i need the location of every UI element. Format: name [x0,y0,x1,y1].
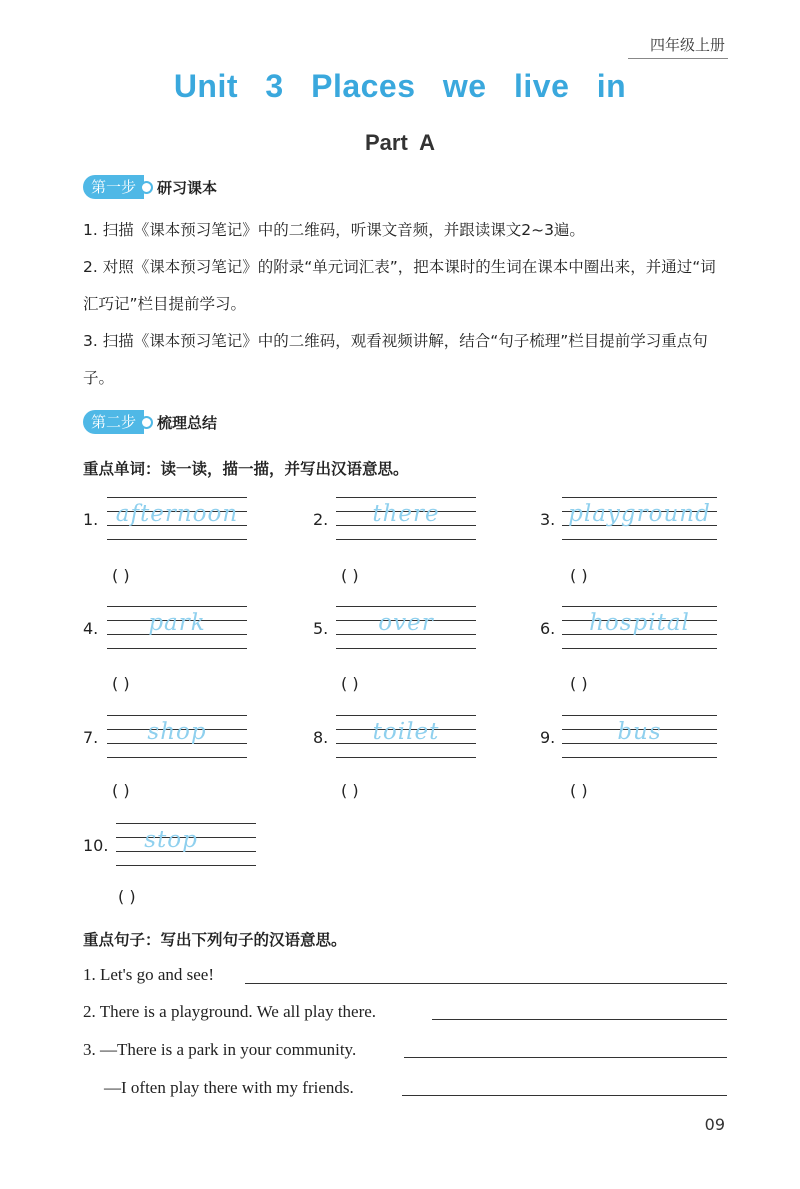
vocab-num: 5. [313,619,329,638]
vocab-trace-word: stop [144,827,198,853]
vocab-trace-word: over [378,610,434,636]
step1-item-3: 3. 扫描《课本预习笔记》中的二维码，观看视频讲解，结合“句子梳理”栏目提前学习重点句子。 [83,332,708,387]
vocab-num: 3. [540,510,556,529]
vocab-num: 9. [540,728,556,747]
vocab-trace-word: there [372,501,440,527]
vocab-answer-paren[interactable]: ( ) [112,674,130,693]
vocab-num: 7. [83,728,99,747]
page-number: 09 [704,1115,725,1134]
vocab-trace-word: afternoon [115,501,239,527]
vocab-answer-paren[interactable]: ( ) [570,674,588,693]
step1-dot-icon [140,181,153,194]
vocab-trace-word: hospital [589,610,690,636]
vocab-answer-paren[interactable]: ( ) [570,566,588,585]
sentence-3-reply: —I often play there with my friends. [104,1078,354,1097]
step2-header [83,410,217,434]
sentence-3-answer-line[interactable] [404,1057,727,1058]
vocab-answer-paren[interactable]: ( ) [341,674,359,693]
step2-badge: 第二步 [83,410,144,434]
vocab-num: 8. [313,728,329,747]
vocab-answer-paren[interactable]: ( ) [341,781,359,800]
step2-dot-icon [140,416,153,429]
step1-item-1: 1. 扫描《课本预习笔记》中的二维码，听课文音频，并跟读课文2~3遍。 [83,221,585,239]
vocab-num: 4. [83,619,99,638]
sentence-1-answer-line[interactable] [245,983,727,984]
step1-badge: 第一步 [83,175,144,199]
unit-title: Unit 3 Places we live in [173,68,627,104]
grade-label: 四年级上册 [649,36,725,54]
step1-label: 研习课本 [157,178,218,197]
sentence-1: 1. Let's go and see! [83,965,214,984]
sentence-2-answer-line[interactable] [432,1019,727,1020]
vocab-answer-paren[interactable]: ( ) [118,887,136,906]
step1-item-2: 2. 对照《课本预习笔记》的附录“单元词汇表”，把本课时的生词在课本中圈出来，并通过“词汇巧记”栏目提前学习。 [83,258,716,313]
vocab-trace-word: park [148,610,206,636]
vocab-num: 6. [540,619,556,638]
vocab-trace-word: bus [617,719,662,745]
vocab-trace-word: shop [147,719,207,745]
vocab-trace-word: toilet [372,719,440,745]
sentence-heading: 重点句子：写出下列句子的汉语意思。 [83,931,347,949]
vocab-heading: 重点单词：读一读，描一描，并写出汉语意思。 [83,460,409,478]
vocab-answer-paren[interactable]: ( ) [112,566,130,585]
sentence-3: 3. —There is a park in your community. [83,1040,357,1059]
sentence-3-reply-answer-line[interactable] [402,1095,727,1096]
vocab-num: 1. [83,510,99,529]
sentence-2: 2. There is a playground. We all play there. [83,1002,377,1021]
vocab-num: 2. [313,510,329,529]
vocab-answer-paren[interactable]: ( ) [341,566,359,585]
vocab-trace-word: playground [568,501,711,527]
step2-label: 梳理总结 [157,413,218,432]
vocab-num: 10. [83,836,109,855]
part-title: Part A [365,130,435,155]
vocab-answer-paren[interactable]: ( ) [112,781,130,800]
step1-header [83,175,217,199]
vocab-answer-paren[interactable]: ( ) [570,781,588,800]
header-rule [628,58,728,59]
